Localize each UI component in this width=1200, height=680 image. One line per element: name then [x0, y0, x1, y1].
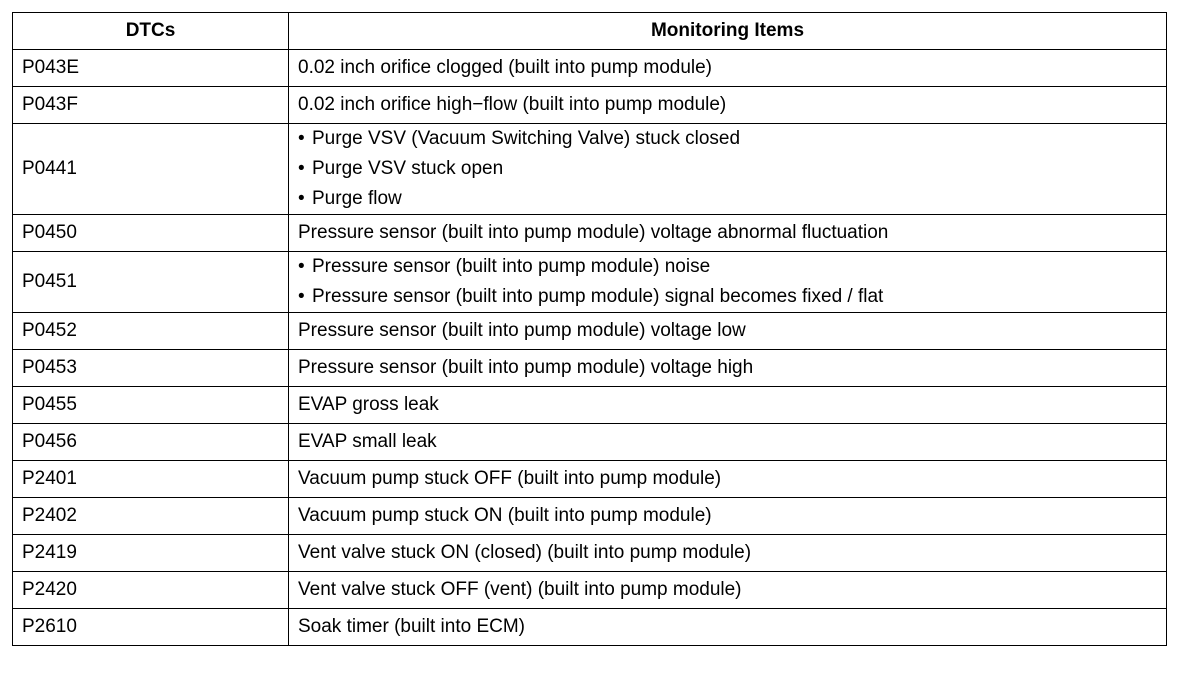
dtc-code-cell: P2419 [13, 535, 289, 572]
dtc-monitoring-table [12, 12, 1167, 646]
dtc-code-cell: P0450 [13, 215, 289, 252]
list-item [298, 252, 1157, 282]
monitoring-items-cell [289, 535, 1167, 572]
table-row [13, 461, 1167, 498]
monitoring-item-text: EVAP gross leak [298, 394, 439, 415]
monitoring-item-list [298, 124, 1157, 214]
monitoring-items-cell [289, 215, 1167, 252]
column-header-dtcs: DTCs [13, 13, 289, 50]
monitoring-items-cell [289, 387, 1167, 424]
monitoring-items-cell [289, 461, 1167, 498]
monitoring-items-cell [289, 572, 1167, 609]
monitoring-item-text: Pressure sensor (built into pump module) signal becomes fixed / flat [312, 286, 884, 307]
table-row [13, 387, 1167, 424]
table-row [13, 313, 1167, 350]
dtc-code-cell: P043E [13, 50, 289, 87]
dtc-code-cell: P0455 [13, 387, 289, 424]
monitoring-item-text: 0.02 inch orifice clogged (built into pump module) [298, 57, 713, 78]
monitoring-item-text: Pressure sensor (built into pump module) voltage low [298, 320, 746, 341]
table-body [13, 50, 1167, 646]
monitoring-item-list [298, 252, 1157, 312]
monitoring-items-cell [289, 350, 1167, 387]
table-row [13, 498, 1167, 535]
bullet-icon: • [298, 256, 305, 277]
dtc-code-cell: P2401 [13, 461, 289, 498]
dtc-code-cell: P0452 [13, 313, 289, 350]
dtc-code-cell: P0451 [13, 252, 289, 313]
list-item [298, 154, 1157, 184]
monitoring-items-cell [289, 313, 1167, 350]
monitoring-item-text: Purge flow [312, 188, 402, 209]
table-row [13, 572, 1167, 609]
monitoring-item-text: Pressure sensor (built into pump module) noise [312, 256, 711, 277]
table-row [13, 87, 1167, 124]
dtc-code-cell: P0441 [13, 124, 289, 215]
monitoring-item-text: Purge VSV (Vacuum Switching Valve) stuck closed [312, 128, 741, 149]
table-row [13, 215, 1167, 252]
table-row [13, 350, 1167, 387]
monitoring-items-cell [289, 252, 1167, 313]
bullet-icon: • [298, 128, 305, 149]
list-item [298, 282, 1157, 312]
monitoring-item-text: Pressure sensor (built into pump module) voltage abnormal fluctuation [298, 222, 889, 243]
list-item [298, 184, 1157, 214]
table-row [13, 50, 1167, 87]
bullet-icon: • [298, 188, 305, 209]
dtc-code-cell: P043F [13, 87, 289, 124]
table-row [13, 124, 1167, 215]
bullet-icon: • [298, 158, 305, 179]
dtc-code-cell: P2420 [13, 572, 289, 609]
table-header-row [13, 13, 1167, 50]
column-header-monitoring-items: Monitoring Items [289, 13, 1167, 50]
dtc-code-cell: P2402 [13, 498, 289, 535]
table-row [13, 535, 1167, 572]
monitoring-items-cell [289, 498, 1167, 535]
monitoring-item-text: Vacuum pump stuck OFF (built into pump module) [298, 468, 722, 489]
table-row [13, 252, 1167, 313]
list-item [298, 124, 1157, 154]
monitoring-item-text: EVAP small leak [298, 431, 437, 452]
monitoring-items-cell [289, 87, 1167, 124]
dtc-code-cell: P0456 [13, 424, 289, 461]
monitoring-items-cell [289, 424, 1167, 461]
monitoring-items-cell [289, 609, 1167, 646]
monitoring-item-text: Vacuum pump stuck ON (built into pump module) [298, 505, 712, 526]
monitoring-items-cell [289, 124, 1167, 215]
dtc-code-cell: P2610 [13, 609, 289, 646]
monitoring-item-text: Purge VSV stuck open [312, 158, 504, 179]
monitoring-item-text: Vent valve stuck ON (closed) (built into pump module) [298, 542, 752, 563]
dtc-code-cell: P0453 [13, 350, 289, 387]
monitoring-items-cell [289, 50, 1167, 87]
monitoring-item-text: 0.02 inch orifice high−flow (built into pump module) [298, 94, 727, 115]
monitoring-item-text: Pressure sensor (built into pump module) voltage high [298, 357, 754, 378]
table-row [13, 609, 1167, 646]
monitoring-item-text: Vent valve stuck OFF (vent) (built into pump module) [298, 579, 742, 600]
monitoring-item-text: Soak timer (built into ECM) [298, 616, 526, 637]
bullet-icon: • [298, 286, 305, 307]
table-row [13, 424, 1167, 461]
